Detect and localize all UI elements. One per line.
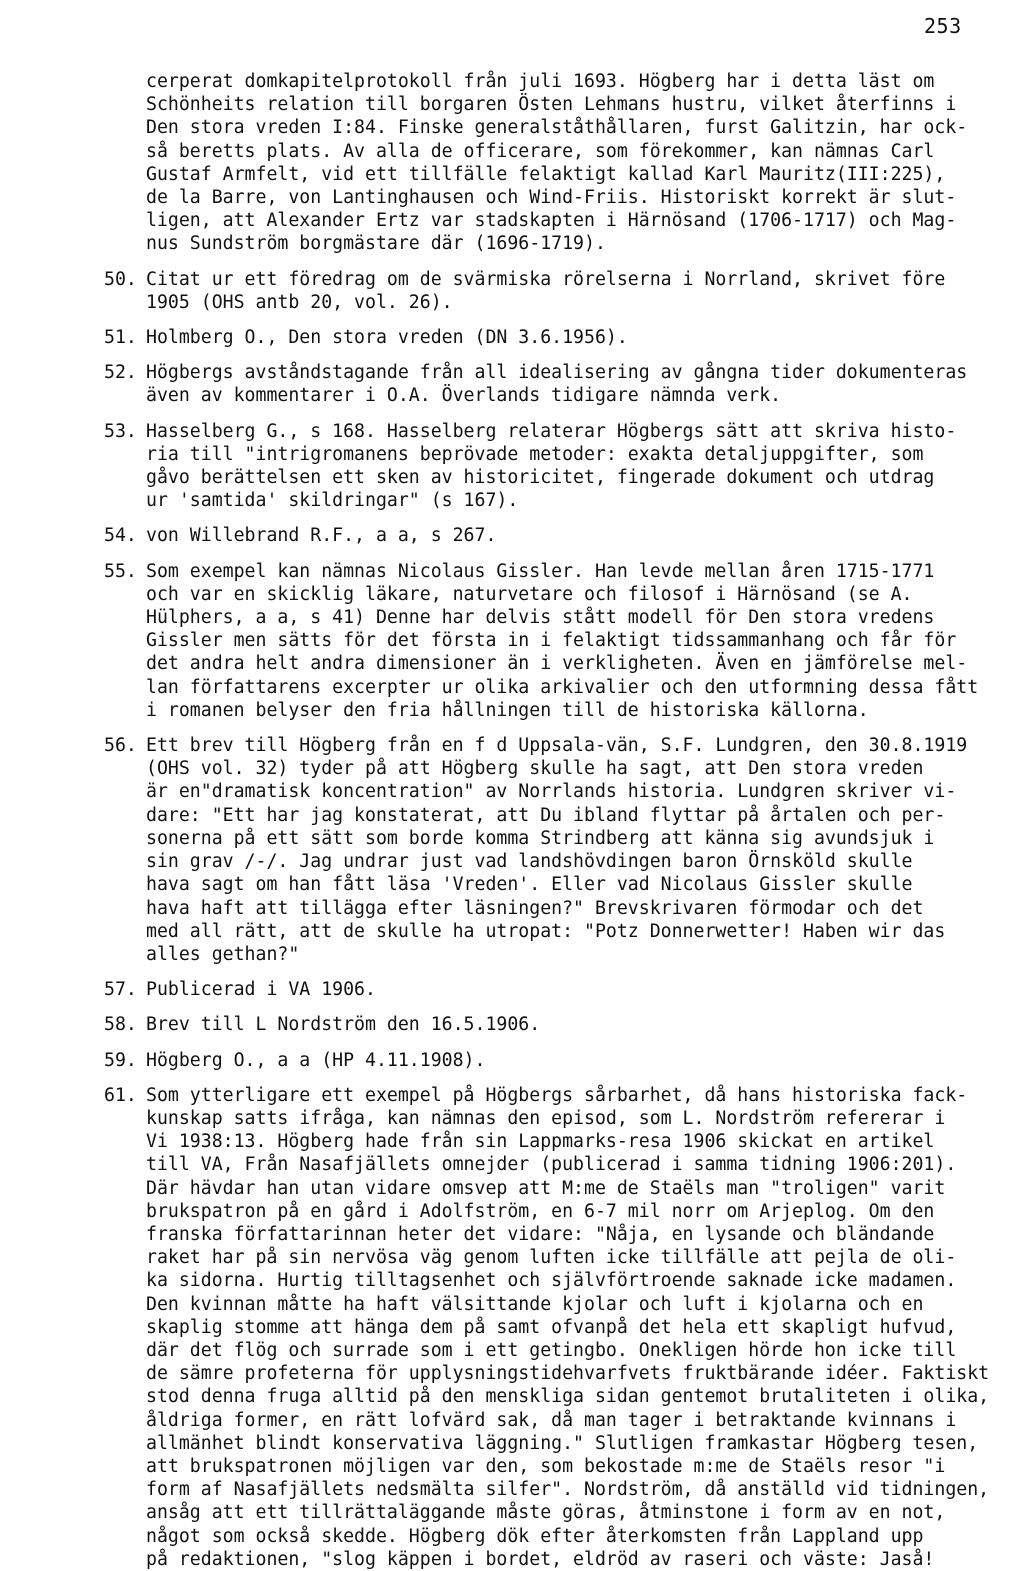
footnote-number: 52. (104, 362, 137, 384)
footnote-line: stod denna fruga alltid på den menskliga sidan gentemot brutaliteten i olika, (146, 1386, 990, 1408)
footnote-line: Där hävdar han utan vidare omsvep att M:me de Staëls man "troligen" varit (146, 1177, 946, 1199)
footnote-text (146, 361, 994, 407)
footnote-line: ur 'samtida' skildringar" (s 167). (146, 490, 519, 512)
footnote-line: raket har på sin nervösa väg genom luften icke tillfälle att pejla de oli- (146, 1247, 957, 1269)
footnote-line: alles gethan?" (146, 943, 300, 965)
footnote (104, 524, 994, 547)
footnote-line: ka sidorna. Hurtig tilltagsenhet och självförtroende saknade icke madamen. (146, 1270, 957, 1292)
footnote (104, 268, 994, 314)
footnote-line: med all rätt, att de skulle ha utropat: "Potz Donnerwetter! Haben wir das (146, 920, 946, 942)
footnote-line: Vi 1938:13. Högberg hade från sin Lappmarks-resa 1906 skickat en artikel (146, 1131, 935, 1153)
footnote-line: Högbergs avståndstagande från all idealisering av gångna tider dokumenteras (146, 362, 968, 384)
footnote-line: att brukspatronen möjligen var den, som bekostade m:me de Staëls resor "i (146, 1455, 946, 1477)
footnote-line: Som ytterligare ett exempel på Högbergs sårbarhet, då hans historiska fack- (146, 1084, 968, 1106)
footnote-line: där det flög och surrade som i ett getingbo. Onekligen hörde hon icke till (146, 1339, 957, 1361)
footnote-text (146, 1049, 994, 1072)
footnote-line: Holmberg O., Den stora vreden (DN 3.6.1956). (146, 327, 628, 349)
intro-line: ligen, att Alexander Ertz var stadskapten i Härnösand (1706-1717) och Mag- (146, 210, 957, 232)
footnote-line: (OHS vol. 32) tyder på att Högberg skulle ha sagt, att Den stora vreden (146, 758, 924, 780)
footnote-number: 55. (104, 560, 137, 582)
footnote (104, 560, 994, 722)
footnote-line: brukspatron på en gård i Adolfström, en 6-7 mil norr om Arjeplog. Om den (146, 1200, 935, 1222)
intro-line: cerperat domkapitelprotokoll från juli 1693. Högberg har i detta läst om (146, 71, 935, 92)
footnote-text (146, 734, 994, 966)
footnote-line: sin grav /-/. Jag undrar just vad landshövdingen baron Örnsköld skulle (146, 851, 913, 873)
footnote-number: 57. (104, 979, 137, 1001)
footnote-line: det andra helt andra dimensioner än i verkligheten. Även en jämförelse mel- (146, 653, 968, 675)
intro-line: så beretts plats. Av alla de officerare, som förekommer, kan nämnas Carl (146, 140, 935, 162)
footnote-line: och var en skicklig läkare, naturvetare och filosof i Härnösand (se A. (146, 583, 913, 605)
footnote-line: åldriga former, en rätt lofvärd sak, då man tager i betraktande kvinnans i (146, 1409, 957, 1431)
footnote (104, 1049, 994, 1072)
footnote-line: skaplig stomme att hänga dem på samt ofvanpå det hela ett skapligt hufvud, (146, 1316, 957, 1338)
footnote-number: 59. (104, 1049, 137, 1071)
footnote-line: Den kvinnan måtte ha haft välsittande kjolar och luft i kjolarna och en (146, 1293, 924, 1315)
footnote-line: allmänhet blindt konservativa läggning." Slutligen framkastar Högberg tesen, (146, 1432, 979, 1454)
footnote-line: Hasselberg G., s 168. Hasselberg relaterar Högbergs sätt att skriva histo- (146, 420, 957, 442)
footnote-text (146, 326, 994, 349)
footnote-number: 54. (104, 525, 137, 547)
footnote (104, 420, 994, 513)
footnote-line: dare: "Ett har jag konstaterat, att Du ibland flyttar på årtalen och per- (146, 804, 946, 826)
page-number: 253 (924, 14, 962, 38)
footnote-line: hava sagt om han fått läsa 'Vreden'. Eller vad Nicolaus Gissler skulle (146, 874, 913, 896)
footnote-number: 53. (104, 420, 137, 442)
footnote-line: Hülphers, a a, s 41) Denne har delvis stått modell för Den stora vredens (146, 607, 935, 629)
footnote-line: Gissler men sätts för det första in i felaktigt tidssammanhang och får för (146, 630, 957, 652)
footnote-list (104, 268, 994, 1571)
footnote-text (146, 1013, 994, 1036)
footnote-line: till VA, Från Nasafjällets omnejder (publicerad i samma tidning 1906:201). (146, 1154, 957, 1176)
footnote-number: 61. (104, 1084, 137, 1106)
footnote-line: franska författarinnan heter det vidare: "Nåja, en lysande och bländande (146, 1223, 935, 1245)
footnote-line: hava haft att tillägga efter läsningen?" Brevskrivaren förmodar och det (146, 897, 924, 919)
footnote-text (146, 420, 994, 513)
footnote (104, 361, 994, 407)
footnote (104, 1084, 994, 1571)
footnote-number: 58. (104, 1014, 137, 1036)
footnote-line: kunskap satts ifråga, kan nämnas den episod, som L. Nordström refererar i (146, 1107, 946, 1129)
footnote-text (146, 978, 994, 1001)
footnote-line: de sämre profeterna för upplysningstidehvarfvets fruktbärande idéer. Faktiskt (146, 1363, 990, 1385)
footnote-line: Ett brev till Högberg från en f d Uppsala-vän, S.F. Lundgren, den 30.8.1919 (146, 735, 968, 757)
intro-line: de la Barre, von Lantinghausen och Wind-Friis. Historiskt korrekt är slut- (146, 187, 957, 209)
intro-line: Schönheits relation till borgaren Östen Lehmans hustru, vilket återfinns i (146, 94, 957, 116)
footnote-line: sonerna på ett sätt som borde komma Strindberg att känna sig avundsjuk i (146, 827, 935, 849)
intro-line: Den stora vreden I:84. Finske generalståthållaren, furst Galitzin, har ock- (146, 117, 968, 139)
intro-line: Gustaf Armfelt, vid ett tillfälle felaktigt kallad Karl Mauritz(III:225), (146, 163, 946, 185)
footnote-number: 51. (104, 327, 137, 349)
footnote-line: Brev till L Nordström den 16.5.1906. (146, 1014, 541, 1036)
footnote-line: något som också skedde. Högberg dök efter återkomsten från Lappland upp (146, 1525, 924, 1547)
footnote-text (146, 524, 994, 547)
footnote-line: form af Nasafjällets nedsmälta silfer". Nordström, då anställd vid tidningen, (146, 1479, 990, 1501)
footnote-line: på redaktionen, "slog käppen i bordet, eldröd av raseri och väste: Jaså! (146, 1548, 935, 1570)
intro-line: nus Sundström borgmästare där (1696-1719). (146, 233, 606, 255)
footnote-line: Publicerad i VA 1906. (146, 979, 376, 1001)
footnote-line: 1905 (OHS antb 20, vol. 26). (146, 291, 453, 313)
footnote-text (146, 1084, 994, 1571)
intro-paragraph (104, 70, 994, 256)
footnote-number: 50. (104, 268, 137, 290)
footnote-line: Högberg O., a a (HP 4.11.1908). (146, 1049, 486, 1071)
footnote (104, 978, 994, 1001)
footnote-line: ansåg att ett tillrättaläggande måste göras, åtminstone i form av en not, (146, 1502, 946, 1524)
footnote-line: Som exempel kan nämnas Nicolaus Gissler. Han levde mellan åren 1715-1771 (146, 560, 935, 582)
page-content (104, 70, 994, 1571)
footnote-text (146, 268, 994, 314)
footnote-line: Citat ur ett föredrag om de svärmiska rörelserna i Norrland, skrivet före (146, 268, 946, 290)
footnote-line: även av kommentarer i O.A. Överlands tidigare nämnda verk. (146, 385, 782, 407)
footnote-line: i romanen belyser den fria hållningen till de historiska källorna. (146, 699, 869, 721)
footnote-line: är en"dramatisk koncentration" av Norrlands historia. Lundgren skriver vi- (146, 781, 957, 803)
footnote (104, 1013, 994, 1036)
footnote (104, 326, 994, 349)
footnote (104, 734, 994, 966)
footnote-line: lan författarens excerpter ur olika arkivalier och den utformning dessa fått (146, 676, 979, 698)
footnote-line: von Willebrand R.F., a a, s 267. (146, 525, 497, 547)
footnote-line: ria till "intrigromanens beprövade metoder: exakta detaljuppgifter, som (146, 443, 924, 465)
footnote-text (146, 560, 994, 722)
footnote-number: 56. (104, 735, 137, 757)
footnote-line: gåvo berättelsen ett sken av historicitet, fingerade dokument och utdrag (146, 467, 935, 489)
